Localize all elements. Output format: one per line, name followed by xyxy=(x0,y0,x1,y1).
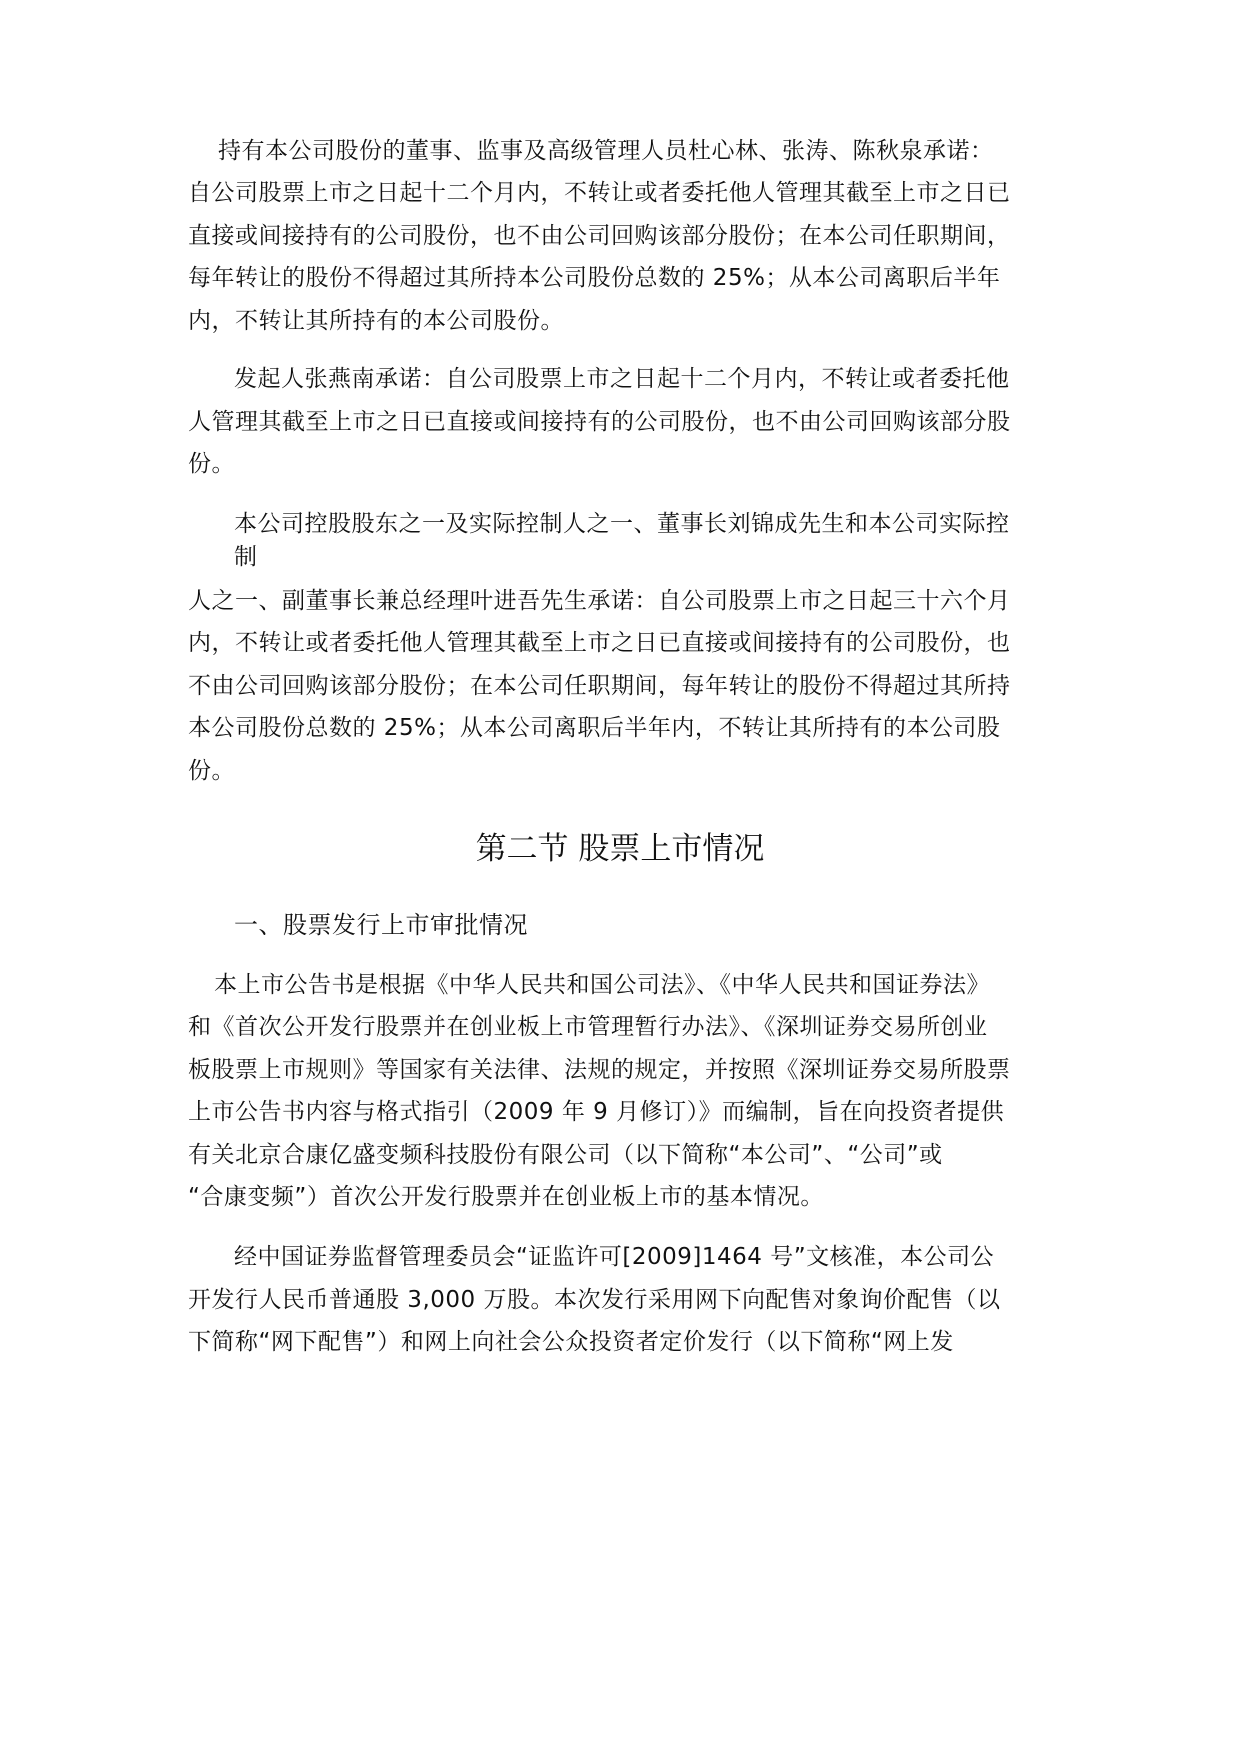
text-line: 本上市公告书是根据《中华人民共和国公司法》、《中华人民共和国证券法》 xyxy=(214,972,990,998)
text-line: 本公司控股股东之一及实际控制人之一、董事长刘锦成先生和本公司实际控 xyxy=(234,511,1010,537)
text-line: 和《首次公开发行股票并在创业板上市管理暂行办法》、《深圳证券交易所创业 xyxy=(188,1014,988,1040)
text-line: 内，不转让其所持有的本公司股份。 xyxy=(188,308,564,334)
text-line: 开发行人民币普通股 3,000 万股。本次发行采用网下向配售对象询价配售（以 xyxy=(188,1287,1001,1313)
section-heading: 第二节 股票上市情况 xyxy=(475,831,765,867)
text-line: 持有本公司股份的董事、监事及高级管理人员杜心林、张涛、陈秋泉承诺： xyxy=(218,138,994,164)
text-line: 内，不转让或者委托他人管理其截至上市之日已直接或间接持有的公司股份，也 xyxy=(188,630,1011,656)
text-line: 份。 xyxy=(188,758,235,784)
text-line: 份。 xyxy=(188,451,235,477)
text-line: 人之一、副董事长兼总经理叶进吾先生承诺：自公司股票上市之日起三十六个月 xyxy=(188,588,1011,614)
text-line: “合康变频”）首次公开发行股票并在创业板上市的基本情况。 xyxy=(188,1184,824,1210)
text-line: 不由公司回购该部分股份；在本公司任职期间，每年转让的股份不得超过其所持 xyxy=(188,673,1011,699)
text-line: 本公司股份总数的 25%；从本公司离职后半年内，不转让其所持有的本公司股 xyxy=(188,715,1001,741)
text-line: 制 xyxy=(234,544,258,570)
text-line: 人管理其截至上市之日已直接或间接持有的公司股份，也不由公司回购该部分股 xyxy=(188,409,1011,435)
text-line: 每年转让的股份不得超过其所持本公司股份总数的 25%；从本公司离职后半年 xyxy=(188,265,1001,291)
text-line: 板股票上市规则》等国家有关法律、法规的规定，并按照《深圳证券交易所股票 xyxy=(188,1057,1011,1083)
text-line: 自公司股票上市之日起十二个月内，不转让或者委托他人管理其截至上市之日已 xyxy=(188,180,1011,206)
text-line: 直接或间接持有的公司股份，也不由公司回购该部分股份；在本公司任职期间， xyxy=(188,223,1011,249)
text-line: 下简称“网下配售”）和网上向社会公众投资者定价发行（以下简称“网上发 xyxy=(188,1329,954,1355)
text-line: 经中国证券监督管理委员会“证监许可[2009]1464 号”文核准，本公司公 xyxy=(234,1244,995,1270)
text-line: 上市公告书内容与格式指引（2009 年 9 月修订）》而编制，旨在向投资者提供 xyxy=(188,1099,1005,1125)
subheading: 一、股票发行上市审批情况 xyxy=(234,911,528,939)
text-line: 发起人张燕南承诺：自公司股票上市之日起十二个月内，不转让或者委托他 xyxy=(234,366,1010,392)
text-line: 有关北京合康亿盛变频科技股份有限公司（以下简称“本公司”、“公司”或 xyxy=(188,1142,943,1168)
